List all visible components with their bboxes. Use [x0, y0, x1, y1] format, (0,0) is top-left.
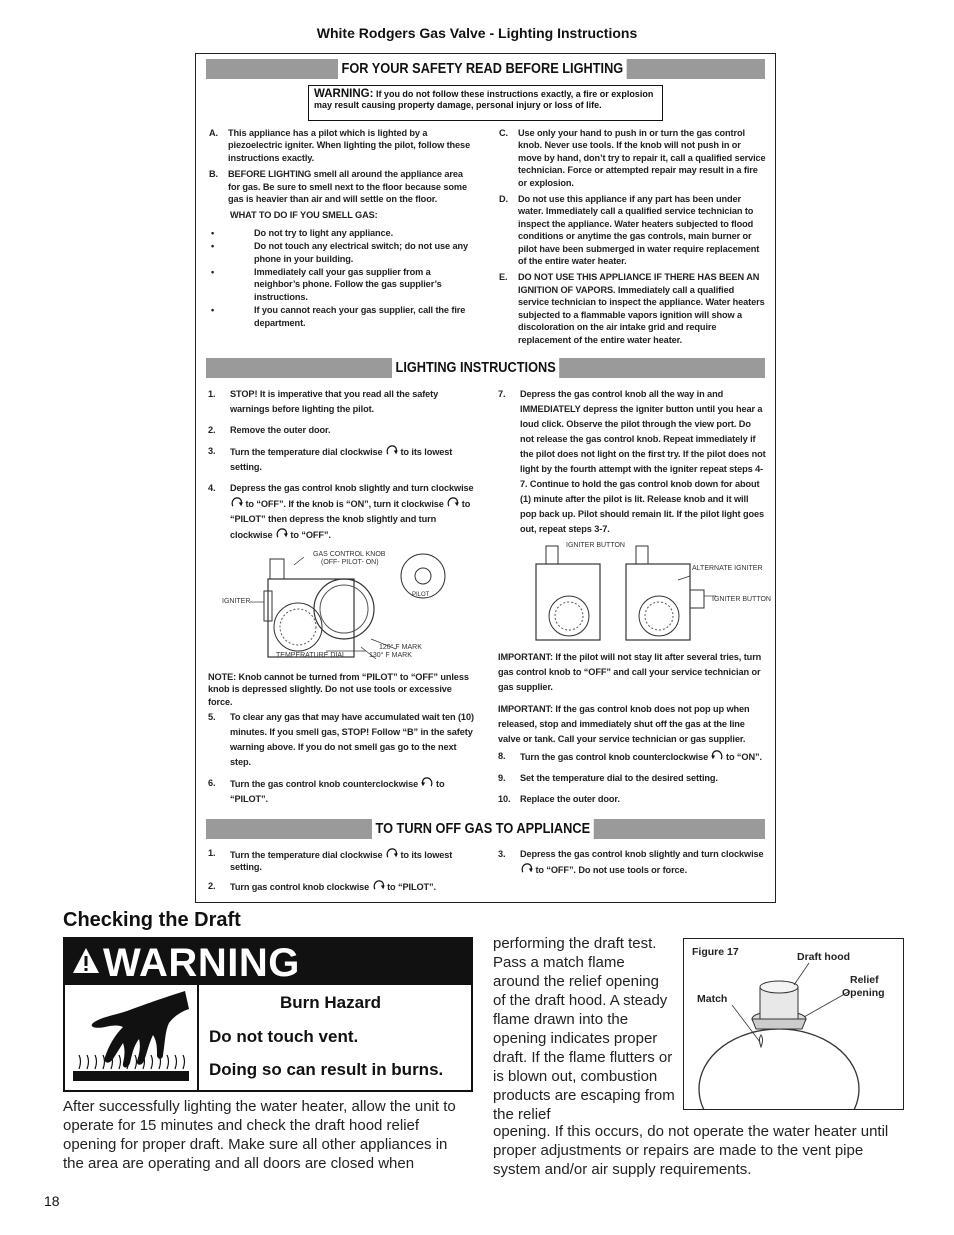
temperature-dial-label: TEMPERATURE DIAL [276, 652, 346, 659]
lighting-step-4: 4. Depress the gas control knob slightly and turn clockwise to “OFF”. If the knob is “ON”, turn it clockwise to “PILOT” then depress the knob slightly and turn clockwise to “OFF”. [208, 483, 474, 540]
lighting-step-8: 8. Turn the gas control knob counterclockwise to “ON”. [498, 751, 762, 762]
warning-line-2: Doing so can result in burns. [209, 1060, 444, 1079]
burn-hazard-text: Burn Hazard [280, 993, 382, 1012]
mark-130-label: 130° F MARK [369, 652, 412, 659]
bullet-item: • If you cannot reach your gas supplier, call the fire department. [206, 304, 476, 329]
safety-item-b: B. BEFORE LIGHTING smell all around the appliance area for gas. Be sure to smell next to the floor because some gas is heavier than air and will settle on the floor. [209, 169, 467, 205]
mark-120-label: 120° F MARK [379, 644, 422, 651]
warning-header [65, 939, 471, 985]
counterclockwise-arrow-icon [711, 749, 724, 762]
opening-label: Opening [842, 987, 885, 999]
section-heading: Checking the Draft [63, 909, 241, 931]
turn-off-band [206, 819, 765, 839]
igniter-label: IGNITER [222, 598, 251, 605]
turn-off-step-2: 2. Turn gas control knob clockwise to “PILOT”. [208, 881, 436, 892]
clockwise-arrow-icon [385, 847, 398, 860]
figure-label: Figure 17 [692, 946, 739, 958]
gas-control-knob-label: GAS CONTROL KNOB [313, 551, 386, 558]
bullet-item: • Do not touch any electrical switch; do not use any phone in your building. [206, 240, 476, 265]
bullet-item: • Do not try to light any appliance. [206, 227, 476, 239]
important-note-1: IMPORTANT: If the pilot will not stay lit after several tries, turn gas control knob to “OFF” and call your service technician or gas supplier. [498, 652, 762, 692]
important-note-2: IMPORTANT: If the gas control knob does not pop up when released, stop and immediately shut off the gas at the line valve or tank. Call your service technician or gas supplier. [498, 704, 750, 744]
safety-item-a: A. This appliance has a pilot which is lighted by a piezoelectric igniter. When lighting the pilot, follow these instructions exactly. [209, 128, 471, 163]
igniter-diagram [506, 540, 771, 645]
lighting-left-column [208, 387, 474, 549]
warning-triangle-icon [71, 946, 101, 976]
safety-heading: FOR YOUR SAFETY READ BEFORE LIGHTING [338, 59, 627, 79]
turn-off-step-1: 1. Turn the temperature dial clockwise to its lowest setting. [208, 848, 453, 872]
clockwise-arrow-icon [275, 527, 288, 540]
hand-burn-icon [65, 985, 199, 1090]
draft-paragraph-right-bottom: opening. If this occurs, do not operate the water heater until proper adjustments or repairs are made to the vent pipe system and/or air supply requirements. [493, 1123, 889, 1178]
clockwise-arrow-icon [372, 879, 385, 892]
clockwise-arrow-icon [230, 496, 243, 509]
lighting-right-column [498, 387, 766, 543]
turn-off-step-3: 3. Depress the gas control knob slightly and turn clockwise to “OFF”. Do not use tools or force. [498, 849, 764, 875]
safety-item-d: D. Do not use this appliance if any part has been under water. Immediately call a qualified service technician to inspect the appliance. Water heaters subjected to flood conditions or anytime the gas controls, main burner or pilot have been submerged in water require replacement of the entire water heater. [499, 194, 760, 267]
igniter-button-label: IGNITER BUTTON [566, 542, 625, 549]
warning-text: If you do not follow these instructions exactly, a fire or explosion may result causing property damage, personal injury or loss of life. [314, 89, 654, 110]
safety-item-e: E. DO NOT USE THIS APPLIANCE IF THERE HAS BEEN AN IGNITION OF VAPORS. Immediately call a qualified service technician to inspect the appliance. Water heaters subjected to a flammable vapors ignition will show a discoloration on the air intake grid and require replacement of the entire water heater. [499, 272, 765, 345]
knob-note: NOTE: Knob cannot be turned from “PILOT” to “OFF” unless knob is depressed slightly. Do not use tools or excessive force. [208, 672, 469, 707]
clockwise-arrow-icon [520, 862, 533, 875]
relief-label: Relief [850, 974, 879, 986]
lighting-step-3: 3. Turn the temperature dial clockwise to its lowest setting. [208, 446, 453, 472]
draft-paragraph-right-top: performing the draft test. Pass a match flame around the relief opening of the draft hood. A steady flame drawn into the opening indicates proper draft. If the flame flutters or is blown out, combustion products are escaping from the relief [493, 935, 675, 1123]
lighting-right-column-lower [498, 650, 766, 813]
match-label: Match [697, 993, 728, 1005]
figure-17 [683, 938, 904, 1110]
turn-off-heading: TO TURN OFF GAS TO APPLIANCE [372, 819, 594, 839]
warning-word: WARNING [103, 941, 300, 985]
igniter-button-label-2: IGNITER BUTTON [712, 596, 771, 603]
warning-line-1: Do not touch vent. [209, 1027, 359, 1046]
lighting-band [206, 358, 765, 378]
igniter-valves-illustration [506, 540, 766, 645]
page-number: 18 [44, 1193, 60, 1209]
gas-valve-diagram [216, 547, 476, 667]
lighting-step-2: 2. Remove the outer door. [208, 425, 331, 435]
safety-warning-box [308, 85, 663, 121]
lighting-heading: LIGHTING INSTRUCTIONS [392, 358, 559, 378]
turn-off-right-column [498, 847, 764, 884]
counterclockwise-arrow-icon [421, 776, 434, 789]
lighting-step-10: 10. Replace the outer door. [498, 794, 620, 804]
knob-states-label: (OFF- PILOT- ON) [321, 559, 379, 566]
pilot-label: PILOT [412, 592, 430, 598]
burn-hazard-warning [63, 937, 473, 1092]
lighting-step-5: 5. To clear any gas that may have accumulated wait ten (10) minutes. If you smell gas, STOP! Follow “B” in the safety warning above. If you do not smell gas go to the next step. [208, 712, 474, 768]
lighting-instructions-frame [195, 53, 776, 903]
clockwise-arrow-icon [446, 496, 459, 509]
alternate-igniter-label: ALTERNATE IGNITER [692, 565, 763, 572]
draft-hood-illustration [684, 939, 904, 1110]
turn-off-left-column [208, 847, 474, 901]
smell-gas-heading: WHAT TO DO IF YOU SMELL GAS: [230, 210, 378, 221]
lighting-step-1: 1. STOP! It is imperative that you read all the safety warnings before lighting the pilot. [208, 389, 439, 414]
draft-paragraph-left: After successfully lighting the water heater, allow the unit to operate for 15 minutes and check the draft hood relief opening for proper draft. Make sure all other appliances in the area are operating and all doors are closed when [63, 1098, 456, 1172]
safety-right-column [496, 127, 766, 350]
warning-label: WARNING: [314, 88, 374, 100]
page-title: White Rodgers Gas Valve - Lighting Instructions [316, 25, 638, 41]
lighting-left-column-lower [208, 671, 474, 813]
draft-hood-label: Draft hood [797, 951, 851, 963]
safety-left-column [206, 127, 476, 330]
lighting-step-7: 7. Depress the gas control knob all the way in and IMMEDIATELY depress the igniter button until you hear a loud click. Observe the pilot through the view port. Do not release the gas control knob. Repeat immediately if the pilot does not light on the first try. If the pilot does not light by the fourth attempt with the igniter repeat steps 4-7. Continue to hold the gas control knob down for about (1) minute after the pilot is lit. Release knob and it will pop back up. Pilot should remain lit. If the pilot light goes out, repeat steps 3-7. [498, 389, 766, 534]
safety-item-c: C. Use only your hand to push in or turn the gas control knob. Never use tools. If the knob will not push in or move by hand, don’t try to repair it, call a qualified service technician. Force or attempted repair may result in a fire or explosion. [499, 128, 766, 188]
bullet-item: • Immediately call your gas supplier from a neighbor’s phone. Follow the gas supplier’s instructions. [206, 266, 476, 303]
safety-band [206, 59, 765, 79]
lighting-step-9: 9. Set the temperature dial to the desired setting. [498, 773, 718, 783]
clockwise-arrow-icon [385, 444, 398, 457]
lighting-step-6: 6. Turn the gas control knob counterclockwise to “PILOT”. [208, 778, 445, 805]
